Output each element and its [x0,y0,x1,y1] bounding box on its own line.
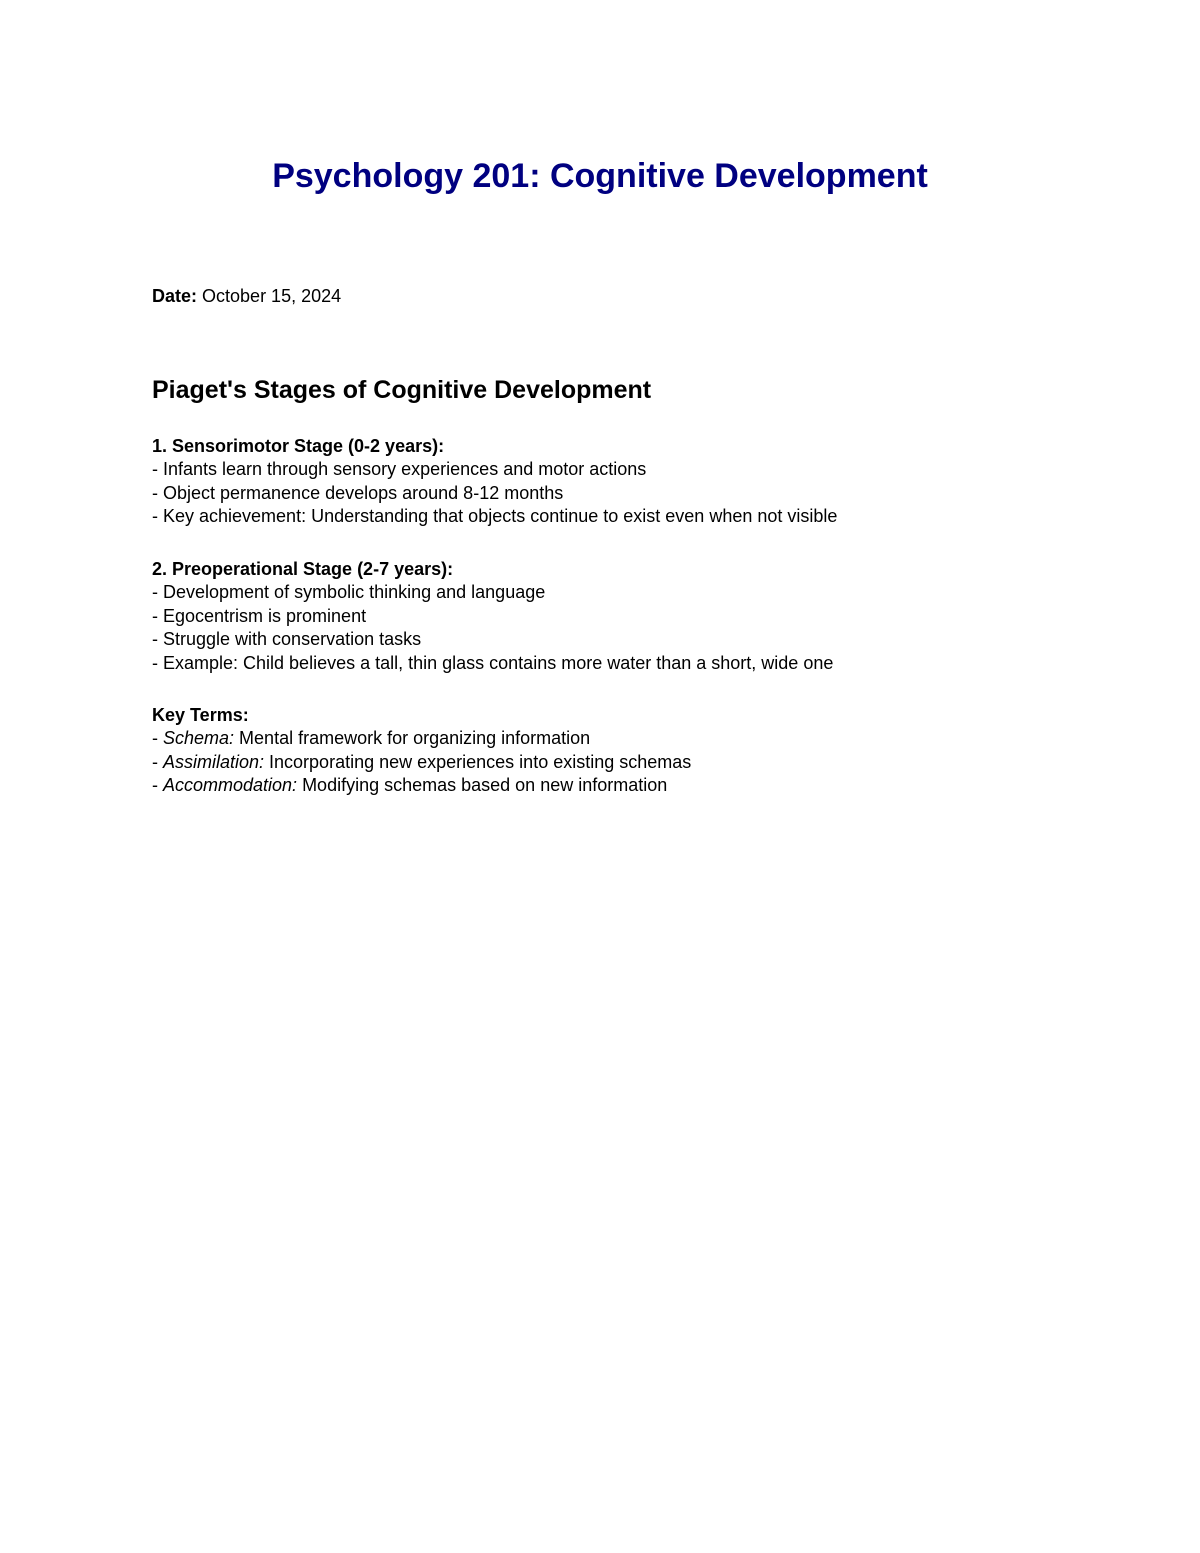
date-label: Date: [152,286,198,306]
stage-bullet: - Example: Child believes a tall, thin glass contains more water than a short, wide one [152,652,834,673]
term-definition: Modifying schemas based on new information [297,775,668,796]
key-terms [152,704,691,798]
key-terms-heading: Key Terms: [152,705,249,725]
stage-bullet: - Struggle with conservation tasks [152,629,422,650]
term-item [152,751,691,774]
date-line [152,284,341,308]
term-item [152,727,691,750]
stage-bullet: - Egocentrism is prominent [152,605,367,626]
stage-bullet: - Key achievement: Understanding that objects continue to exist even when not visible [152,506,838,527]
term-prefix: - [152,775,163,796]
stage-bullet: - Infants learn through sensory experiences and motor actions [152,459,647,480]
stage-preoperational [152,558,833,675]
stage-bullet: - Object permanence develops around 8-12 months [152,482,564,503]
stage-bullet: - Development of symbolic thinking and language [152,582,546,603]
stage-heading: 2. Preoperational Stage (2-7 years): [152,559,454,579]
term-name: Accommodation: [163,775,298,796]
stage-sensorimotor [152,435,837,529]
date-value: October 15, 2024 [202,286,342,306]
term-definition: Mental framework for organizing information [234,728,591,749]
section-heading: Piaget's Stages of Cognitive Development [152,376,652,404]
term-definition: Incorporating new experiences into existing schemas [264,751,692,772]
term-name: Assimilation: [163,751,265,772]
term-name: Schema: [163,728,235,749]
term-prefix: - [152,728,163,749]
term-prefix: - [152,751,163,772]
document-title: Psychology 201: Cognitive Development [272,157,928,195]
stage-heading: 1. Sensorimotor Stage (0-2 years): [152,436,445,456]
term-item [152,774,691,797]
